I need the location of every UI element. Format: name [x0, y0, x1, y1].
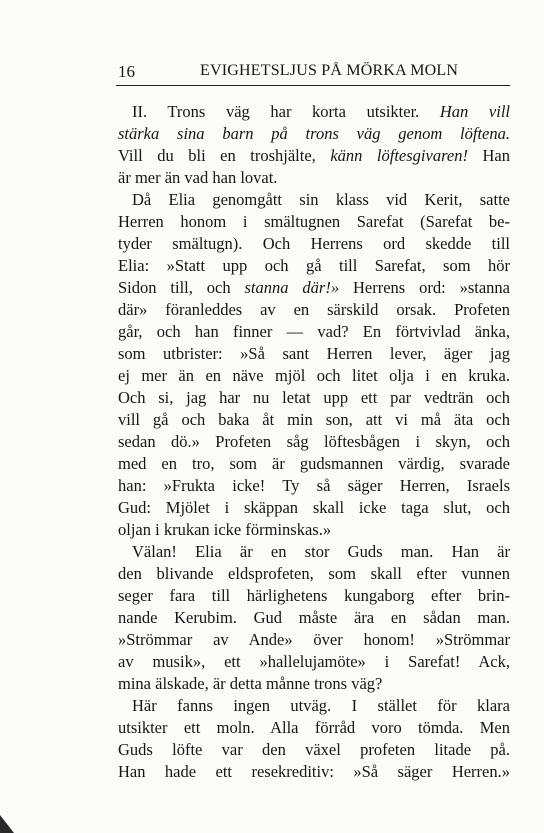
text-run: vill gå och baka åt min son, att vi må äta och	[118, 410, 510, 429]
text-line	[118, 101, 510, 123]
page-corner-mark	[0, 815, 14, 833]
text-run: Här fanns ingen utväg. I stället för klara	[132, 696, 510, 715]
text-line	[118, 695, 510, 717]
text-run: ej mer än en näve mjöl och litet olja i en kruka.	[118, 366, 510, 385]
header-rule	[116, 85, 510, 86]
text-run: Han hade ett resekreditiv: »Så säger Herren.»	[118, 762, 510, 781]
text-line	[118, 607, 510, 629]
text-line	[118, 475, 510, 497]
text-run: seger fara till härlighetens kungaborg efter brin-	[118, 586, 510, 605]
text-run: den blivande eldsprofeten, som skall efter vunnen	[118, 564, 510, 583]
text-line	[118, 761, 510, 783]
body-text	[118, 101, 510, 783]
text-run: med en tro, som är gudsmannen värdig, svarade	[118, 454, 510, 473]
text-line	[118, 453, 510, 475]
text-run: oljan i krukan icke förminskas.»	[118, 520, 332, 539]
text-line	[118, 585, 510, 607]
text-run: Elia: »Statt upp och gå till Sarefat, som hör	[118, 256, 510, 275]
text-run: utsikter ett moln. Alla förråd voro tömda. Men	[118, 718, 510, 737]
text-run: Gud: Mjölet i skäppan skall icke taga slut, och	[118, 498, 510, 517]
text-run: Herren honom i smältugnen Sarefat (Sarefat be-	[118, 212, 510, 231]
text-run: är mer än vad han lovat.	[118, 168, 278, 187]
text-run: Han	[467, 146, 510, 165]
text-line	[118, 167, 510, 189]
page-number: 16	[118, 62, 135, 81]
text-line	[118, 255, 510, 277]
text-run: sedan dö.» Profeten såg löftesbågen i skyn, och	[118, 432, 510, 451]
text-run: »Strömmar av Ande» över honom! »Strömmar	[118, 630, 510, 649]
text-line	[118, 145, 510, 167]
text-run: går, och han finner — vad? En förtvivlad änka,	[118, 322, 510, 341]
italic-text-run: känn löftesgivaren!	[330, 146, 468, 165]
text-line	[118, 673, 510, 695]
text-line	[118, 233, 510, 255]
text-line	[118, 299, 510, 321]
text-run: tyder smältugn). Och Herrens ord skedde till	[118, 234, 510, 253]
text-run: Sidon till, och	[118, 278, 245, 297]
text-line	[118, 211, 510, 233]
italic-text-run: stanna där!»	[244, 278, 340, 297]
text-line	[118, 409, 510, 431]
text-run: II. Trons väg har korta utsikter.	[132, 102, 440, 121]
text-run: Välan! Elia är en stor Guds man. Han är	[132, 542, 510, 561]
text-run: Då Elia genomgått sin klass vid Kerit, satte	[132, 190, 510, 209]
text-line	[118, 651, 510, 673]
text-run: av musik», ett »hallelujamöte» i Sarefat! Ack,	[118, 652, 510, 671]
text-line	[118, 519, 510, 541]
text-run: Herrens ord: »stanna	[339, 278, 511, 297]
text-run: han: »Frukta icke! Ty så säger Herren, Israels	[118, 476, 510, 495]
text-line	[118, 277, 510, 299]
text-run: mina älskade, är detta månne trons väg?	[118, 674, 383, 693]
text-line	[118, 563, 510, 585]
italic-text-run: Han vill	[439, 102, 510, 121]
text-run: som utbrister: »Så sant Herren lever, äger jag	[118, 344, 510, 363]
running-title: EVIGHETSLJUS PÅ MÖRKA MOLN	[200, 62, 459, 79]
text-line	[118, 189, 510, 211]
italic-text-run: stärka sina barn på trons väg genom löftena.	[118, 124, 510, 143]
text-run: nande Kerubim. Gud måste ära en sådan man.	[118, 608, 510, 627]
text-line	[118, 739, 510, 761]
text-line	[118, 321, 510, 343]
text-line	[118, 365, 510, 387]
text-line	[118, 541, 510, 563]
text-line	[118, 497, 510, 519]
text-line	[118, 123, 510, 145]
text-line	[118, 343, 510, 365]
text-line	[118, 387, 510, 409]
text-run: där» föranleddes av en särskild orsak. Profeten	[118, 300, 510, 319]
text-run: Guds löfte var den växel profeten litade på.	[118, 740, 510, 759]
text-line	[118, 431, 510, 453]
text-run: Vill du bli en troshjälte,	[118, 146, 331, 165]
text-line	[118, 629, 510, 651]
text-run: Och si, jag har nu letat upp ett par vedträn och	[118, 388, 510, 407]
text-line	[118, 717, 510, 739]
